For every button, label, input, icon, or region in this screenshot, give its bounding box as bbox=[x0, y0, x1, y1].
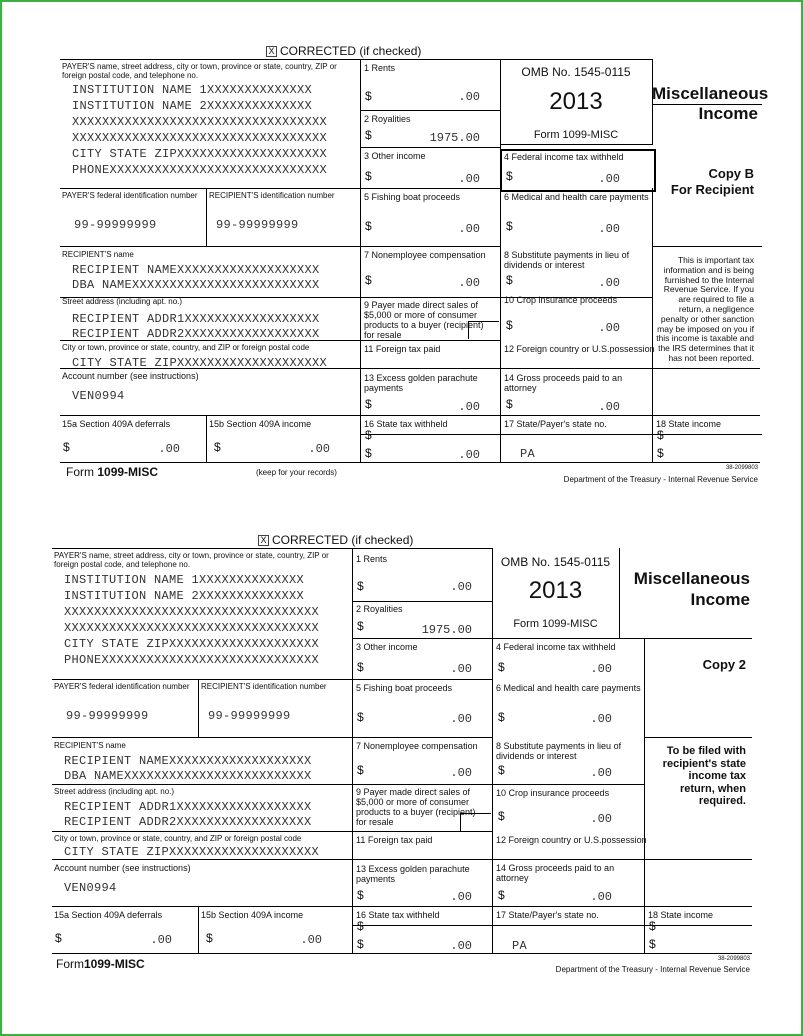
box18-dollar-1: $ bbox=[657, 428, 664, 442]
title-line2: Income bbox=[690, 590, 750, 609]
box7-label: 7 Nonemployee compensation bbox=[364, 250, 486, 260]
box4-label: 4 Federal income tax withheld bbox=[496, 642, 616, 652]
box4-label: 4 Federal income tax withheld bbox=[504, 152, 624, 162]
box13-value: .00 bbox=[450, 890, 472, 904]
city-label: City or town, province or state, country, and ZIP or foreign postal code bbox=[54, 834, 302, 843]
box15b-dollar: $ bbox=[206, 931, 213, 945]
corrected-checkbox[interactable]: X bbox=[258, 535, 269, 546]
tax-year: 2013 bbox=[528, 577, 583, 604]
box13-value: .00 bbox=[458, 400, 480, 414]
box1-label: 1 Rents bbox=[364, 63, 396, 73]
recipient-name-line: RECIPIENT NAMEXXXXXXXXXXXXXXXXXXX bbox=[64, 754, 312, 768]
box6-value: .00 bbox=[598, 222, 620, 236]
box10-label: 10 Crop insurance proceeds bbox=[504, 295, 618, 305]
box16-dollar-2: $ bbox=[365, 446, 372, 460]
box5-label: 5 Fishing boat proceeds bbox=[356, 683, 453, 693]
copy-designation: Copy B bbox=[708, 166, 754, 181]
box6-dollar: $ bbox=[498, 710, 505, 724]
recipient-id: 99-99999999 bbox=[216, 218, 299, 232]
corrected-checkbox-row[interactable] bbox=[266, 44, 421, 58]
box12-label: 12 Foreign country or U.S.possession bbox=[504, 344, 655, 354]
box4-dollar: $ bbox=[506, 169, 513, 183]
city-line: CITY STATE ZIPXXXXXXXXXXXXXXXXXXXX bbox=[64, 845, 320, 859]
box14-value: .00 bbox=[598, 400, 620, 414]
title-line2: Income bbox=[698, 104, 758, 123]
form-name-small: Form 1099-MISC bbox=[533, 129, 619, 141]
corrected-label: CORRECTED (if checked) bbox=[280, 44, 422, 58]
department: Department of the Treasury - Internal Revenue Service bbox=[563, 475, 758, 484]
account-number: VEN0994 bbox=[72, 389, 125, 403]
box3-dollar: $ bbox=[365, 169, 372, 183]
box13-dollar: $ bbox=[357, 888, 364, 902]
box10-value: .00 bbox=[590, 812, 612, 826]
box14-value: .00 bbox=[590, 890, 612, 904]
payer-id-label: PAYER'S federal identification number bbox=[62, 191, 198, 200]
box5-dollar: $ bbox=[357, 710, 364, 724]
corrected-checkbox-row[interactable] bbox=[258, 533, 413, 547]
box3-value: .00 bbox=[450, 662, 472, 676]
box18-dollar-1: $ bbox=[649, 919, 656, 933]
payer-line: CITY STATE ZIPXXXXXXXXXXXXXXXXXXXX bbox=[64, 637, 320, 651]
box12-label: 12 Foreign country or U.S.possession bbox=[496, 835, 647, 845]
form-footer bbox=[56, 957, 145, 971]
street-line: RECIPIENT ADDR2XXXXXXXXXXXXXXXXXX bbox=[72, 327, 320, 341]
box16-label: 16 State tax withheld bbox=[356, 910, 440, 920]
box5-value: .00 bbox=[458, 222, 480, 236]
recipient-name-label: RECIPIENT'S name bbox=[62, 250, 134, 259]
street-line: RECIPIENT ADDR1XXXXXXXXXXXXXXXXXX bbox=[72, 312, 320, 326]
box15a-label: 15a Section 409A deferrals bbox=[62, 419, 171, 429]
box9-label: 9 Payer made direct sales of $5,000 or more of consumer products to a buyer (recipient) for resale bbox=[356, 787, 476, 827]
box15b-dollar: $ bbox=[214, 440, 221, 454]
box8-label: 8 Substitute payments in lieu of dividends or interest bbox=[504, 250, 630, 270]
box15a-value: .00 bbox=[150, 933, 172, 947]
box4-value: .00 bbox=[590, 662, 612, 676]
box16-label: 16 State tax withheld bbox=[364, 419, 448, 429]
city-line: CITY STATE ZIPXXXXXXXXXXXXXXXXXXXX bbox=[72, 356, 328, 367]
box15b-value: .00 bbox=[308, 442, 330, 456]
form-copy-2 bbox=[52, 533, 754, 979]
department: Department of the Treasury - Internal Revenue Service bbox=[555, 965, 750, 974]
form-footer-name: 1099-MISC bbox=[84, 957, 145, 971]
box11-label: 11 Foreign tax paid bbox=[356, 835, 433, 845]
box14-dollar: $ bbox=[498, 888, 505, 902]
box3-dollar: $ bbox=[357, 660, 364, 674]
box18-label: 18 State income bbox=[656, 419, 722, 429]
box13-label: 13 Excess golden parachute payments bbox=[364, 373, 478, 393]
form-copy-b bbox=[60, 42, 769, 488]
payer-id-label: PAYER'S federal identification number bbox=[54, 682, 190, 691]
catalog-number: 38-2099803 bbox=[717, 956, 750, 962]
title-line1: Miscellaneous bbox=[633, 569, 750, 588]
street-line: RECIPIENT ADDR2XXXXXXXXXXXXXXXXXX bbox=[64, 815, 312, 829]
payer-label: PAYER'S name, street address, city or town, province or state, country, ZIP or foreign postal code, and telephone no. bbox=[62, 62, 337, 80]
box17-label: 17 State/Payer's state no. bbox=[496, 910, 599, 920]
catalog-number: 38-2099803 bbox=[725, 465, 758, 471]
payer-line: XXXXXXXXXXXXXXXXXXXXXXXXXXXXXXXXXX bbox=[64, 621, 320, 635]
box6-label: 6 Medical and health care payments bbox=[496, 683, 641, 693]
box11-label: 11 Foreign tax paid bbox=[364, 344, 441, 354]
box18-label: 18 State income bbox=[648, 910, 714, 920]
payer-line: CITY STATE ZIPXXXXXXXXXXXXXXXXXXXX bbox=[72, 147, 328, 161]
box7-dollar: $ bbox=[365, 273, 372, 287]
box6-dollar: $ bbox=[506, 219, 513, 233]
box5-dollar: $ bbox=[365, 219, 372, 233]
box8-value: .00 bbox=[590, 766, 612, 780]
box14-label: 14 Gross proceeds paid to an attorney bbox=[504, 373, 623, 393]
payer-label: PAYER'S name, street address, city or town, province or state, country, ZIP or foreign postal code, and telephone no. bbox=[54, 551, 329, 569]
payer-line: INSTITUTION NAME 2XXXXXXXXXXXXXX bbox=[72, 99, 313, 113]
box18-dollar-2: $ bbox=[657, 446, 664, 460]
box10-value: .00 bbox=[598, 321, 620, 335]
box17-state: PA bbox=[520, 447, 536, 461]
box1-dollar: $ bbox=[365, 89, 372, 103]
box17-state: PA bbox=[512, 939, 528, 953]
street-label: Street address (including apt. no.) bbox=[62, 297, 183, 306]
recipient-name-label: RECIPIENT'S name bbox=[54, 741, 126, 750]
box10-dollar: $ bbox=[506, 318, 513, 332]
box16-dollar-1: $ bbox=[357, 919, 364, 933]
payer-line: INSTITUTION NAME 1XXXXXXXXXXXXXX bbox=[64, 573, 305, 587]
box7-value: .00 bbox=[458, 276, 480, 290]
payer-id: 99-99999999 bbox=[74, 218, 157, 232]
keep-records: (keep for your records) bbox=[256, 468, 337, 477]
tax-notice: This is important tax information and is being furnished to the Internal Revenue Service. If you are required to file a return, a negligence penalty or other sanction may be imposed on you if this income is taxable and the IRS determines that it has not been reported. bbox=[656, 255, 754, 363]
copy-designation: Copy 2 bbox=[702, 657, 746, 672]
omb-number: OMB No. 1545-0115 bbox=[500, 555, 611, 569]
payer-line: XXXXXXXXXXXXXXXXXXXXXXXXXXXXXXXXXX bbox=[72, 131, 328, 145]
box1-value: .00 bbox=[450, 580, 472, 594]
box3-label: 3 Other income bbox=[356, 642, 418, 652]
recipient-id-label: RECIPIENT'S identification number bbox=[201, 682, 327, 691]
form-name-small: Form 1099-MISC bbox=[513, 618, 598, 630]
box5-value: .00 bbox=[450, 712, 472, 726]
box13-dollar: $ bbox=[365, 397, 372, 411]
box6-label: 6 Medical and health care payments bbox=[504, 192, 649, 202]
recipient-name-line: RECIPIENT NAMEXXXXXXXXXXXXXXXXXXX bbox=[72, 263, 320, 277]
box4-value: .00 bbox=[598, 172, 620, 186]
box3-label: 3 Other income bbox=[364, 151, 426, 161]
box6-value: .00 bbox=[590, 712, 612, 726]
box8-dollar: $ bbox=[498, 763, 505, 777]
tax-year: 2013 bbox=[549, 88, 603, 115]
payer-line: XXXXXXXXXXXXXXXXXXXXXXXXXXXXXXXXXX bbox=[64, 605, 320, 619]
box8-label: 8 Substitute payments in lieu of dividends or interest bbox=[496, 741, 622, 761]
box14-label: 14 Gross proceeds paid to an attorney bbox=[496, 863, 615, 883]
box7-value: .00 bbox=[450, 766, 472, 780]
box8-value: .00 bbox=[598, 276, 620, 290]
copy-recipient: For Recipient bbox=[670, 182, 754, 197]
box8-dollar: $ bbox=[506, 273, 513, 287]
box15a-label: 15a Section 409A deferrals bbox=[54, 910, 163, 920]
payer-line: INSTITUTION NAME 1XXXXXXXXXXXXXX bbox=[72, 83, 313, 97]
omb-number: OMB No. 1545-0115 bbox=[521, 65, 631, 79]
box15a-dollar: $ bbox=[63, 440, 70, 454]
box2-label: 2 Royalities bbox=[364, 114, 411, 124]
box5-label: 5 Fishing boat proceeds bbox=[364, 192, 461, 202]
box16-dollar-2: $ bbox=[357, 937, 364, 951]
payer-line: INSTITUTION NAME 2XXXXXXXXXXXXXX bbox=[64, 589, 305, 603]
box3-value: .00 bbox=[458, 172, 480, 186]
box1-label: 1 Rents bbox=[356, 554, 388, 564]
account-label: Account number (see instructions) bbox=[62, 371, 199, 381]
box16-value: .00 bbox=[458, 448, 480, 462]
box14-dollar: $ bbox=[506, 397, 513, 411]
box15b-label: 15b Section 409A income bbox=[209, 419, 312, 429]
form-footer bbox=[66, 465, 158, 479]
form-footer-prefix: Form bbox=[56, 957, 84, 971]
box7-label: 7 Nonemployee compensation bbox=[356, 741, 478, 751]
box2-value: 1975.00 bbox=[421, 623, 472, 637]
payer-id: 99-99999999 bbox=[66, 709, 149, 723]
corrected-label: CORRECTED (if checked) bbox=[272, 533, 414, 547]
box16-dollar-1: $ bbox=[365, 428, 372, 442]
box4-dollar: $ bbox=[498, 660, 505, 674]
corrected-checkbox[interactable]: X bbox=[266, 46, 277, 57]
box15b-value: .00 bbox=[300, 933, 322, 947]
recipient-id-label: RECIPIENT'S identification number bbox=[209, 191, 335, 200]
box15a-dollar: $ bbox=[55, 931, 62, 945]
box7-dollar: $ bbox=[357, 763, 364, 777]
recipient-name-line: DBA NAMEXXXXXXXXXXXXXXXXXXXXXXXXX bbox=[64, 769, 312, 783]
box15b-label: 15b Section 409A income bbox=[201, 910, 304, 920]
box2-dollar: $ bbox=[357, 619, 364, 633]
street-line: RECIPIENT ADDR1XXXXXXXXXXXXXXXXXX bbox=[64, 800, 312, 814]
payer-line: PHONEXXXXXXXXXXXXXXXXXXXXXXXXXXXXX bbox=[72, 163, 328, 177]
form-footer-name: 1099-MISC bbox=[97, 465, 159, 479]
street-label: Street address (including apt. no.) bbox=[54, 787, 175, 796]
box1-value: .00 bbox=[458, 90, 480, 104]
box2-dollar: $ bbox=[365, 128, 372, 142]
account-label: Account number (see instructions) bbox=[54, 863, 191, 873]
title-line1: Miscellaneous bbox=[652, 84, 769, 103]
city-label: City or town, province or state, country, and ZIP or foreign postal code bbox=[62, 343, 310, 352]
box15a-value: .00 bbox=[158, 442, 180, 456]
box16-value: .00 bbox=[450, 939, 472, 953]
box18-dollar-2: $ bbox=[649, 937, 656, 951]
form-footer-prefix: Form bbox=[66, 465, 94, 479]
recipient-name-line: DBA NAMEXXXXXXXXXXXXXXXXXXXXXXXXX bbox=[72, 278, 320, 292]
recipient-id: 99-99999999 bbox=[208, 709, 291, 723]
box17-label: 17 State/Payer's state no. bbox=[504, 419, 607, 429]
box1-dollar: $ bbox=[357, 579, 364, 593]
account-number: VEN0994 bbox=[64, 881, 117, 895]
box10-label: 10 Crop insurance proceeds bbox=[496, 788, 610, 798]
filing-notice: To be filed with recipient's state income tax return, when required. bbox=[662, 745, 746, 807]
box13-label: 13 Excess golden parachute payments bbox=[356, 864, 470, 884]
box2-label: 2 Royalities bbox=[356, 604, 403, 614]
box9-label: 9 Payer made direct sales of $5,000 or more of consumer products to a buyer (recipient) for resale bbox=[364, 300, 484, 340]
payer-line: PHONEXXXXXXXXXXXXXXXXXXXXXXXXXXXXX bbox=[64, 653, 320, 667]
payer-line: XXXXXXXXXXXXXXXXXXXXXXXXXXXXXXXXXX bbox=[72, 115, 328, 129]
box2-value: 1975.00 bbox=[429, 131, 480, 145]
box10-dollar: $ bbox=[498, 809, 505, 823]
